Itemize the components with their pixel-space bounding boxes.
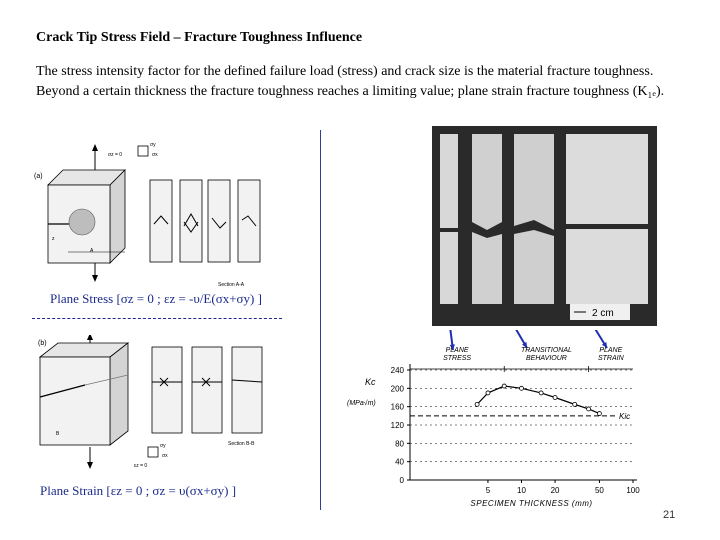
data-point	[502, 384, 506, 388]
data-point	[475, 402, 479, 406]
plane-stress-diagram	[30, 140, 300, 290]
y-axis-unit: (MPa√m)	[347, 400, 376, 407]
y-tick-label: 0	[399, 476, 404, 485]
region-label: PLANE	[599, 347, 623, 354]
data-point	[520, 386, 524, 390]
data-point	[553, 396, 557, 400]
kic-label: Kic	[619, 411, 631, 421]
x-tick-label: 10	[517, 486, 526, 495]
region-label: BEHAVIOUR	[525, 355, 567, 362]
data-point	[573, 402, 577, 406]
svg-text:σx: σx	[162, 453, 168, 459]
specimen-photo	[432, 126, 657, 326]
plane-strain-caption: Plane Strain [εz = 0 ; σz = υ(σx+σy) ]	[40, 483, 237, 498]
y-tick-label: 200	[390, 384, 404, 394]
data-point	[597, 412, 601, 416]
svg-text:σy: σy	[150, 142, 156, 148]
photo-scale-label: 2 cm	[592, 308, 614, 319]
svg-text:σy: σy	[160, 443, 166, 449]
data-point	[486, 391, 490, 395]
panel-label-a: (a)	[34, 173, 43, 180]
pointer-arrow	[571, 330, 607, 348]
vertical-divider	[320, 130, 321, 510]
data-point	[587, 407, 591, 411]
svg-text:εz = 0: εz = 0	[134, 463, 148, 469]
plane-stress-caption: Plane Stress [σz = 0 ; εz = -υ/E(σx+σy) ]	[50, 291, 262, 306]
svg-text:Section A-A: Section A-A	[218, 282, 245, 288]
svg-text:σx: σx	[152, 152, 158, 158]
region-label: STRAIN	[597, 355, 624, 362]
x-tick-label: 20	[550, 486, 560, 495]
svg-text:B: B	[56, 431, 60, 437]
x-axis-label: SPECIMEN THICKNESS (mm)	[470, 499, 593, 508]
y-axis-label: Kc	[365, 377, 376, 387]
y-tick-label: 160	[390, 402, 404, 412]
y-tick-label: 80	[395, 439, 404, 449]
x-tick-label: 100	[626, 486, 640, 495]
x-tick-label: 50	[594, 486, 604, 495]
svg-text:σz = 0: σz = 0	[108, 152, 123, 158]
region-label: TRANSITIONAL	[520, 347, 572, 354]
panel-label-b: (b)	[38, 340, 47, 347]
svg-text:A: A	[90, 248, 94, 254]
region-label: PLANE	[445, 347, 469, 354]
x-tick-label: 5	[485, 486, 491, 495]
data-point	[539, 391, 543, 395]
plane-strain-diagram	[30, 335, 300, 480]
dashed-divider	[32, 318, 282, 319]
series-line	[477, 386, 599, 414]
slide-title: Crack Tip Stress Field – Fracture Toughness Influence	[36, 30, 363, 45]
intro-paragraph: The stress intensity factor for the defined failure load (stress) and crack size is the material fracture toughness. Beyond a certain thickness the fracture toughness reaches a limiting value; plane strain fracture toughness (K₁ₑ).	[36, 64, 665, 99]
pointer-arrow	[493, 330, 527, 348]
svg-text:Section B-B: Section B-B	[228, 441, 255, 447]
svg-text:z: z	[52, 236, 55, 242]
y-tick-label: 120	[390, 421, 404, 430]
y-tick-label: 240	[390, 366, 404, 375]
y-tick-label: 40	[395, 457, 404, 467]
region-label: STRESS	[443, 355, 472, 362]
page-number: 21	[663, 509, 676, 521]
toughness-chart	[335, 330, 655, 535]
